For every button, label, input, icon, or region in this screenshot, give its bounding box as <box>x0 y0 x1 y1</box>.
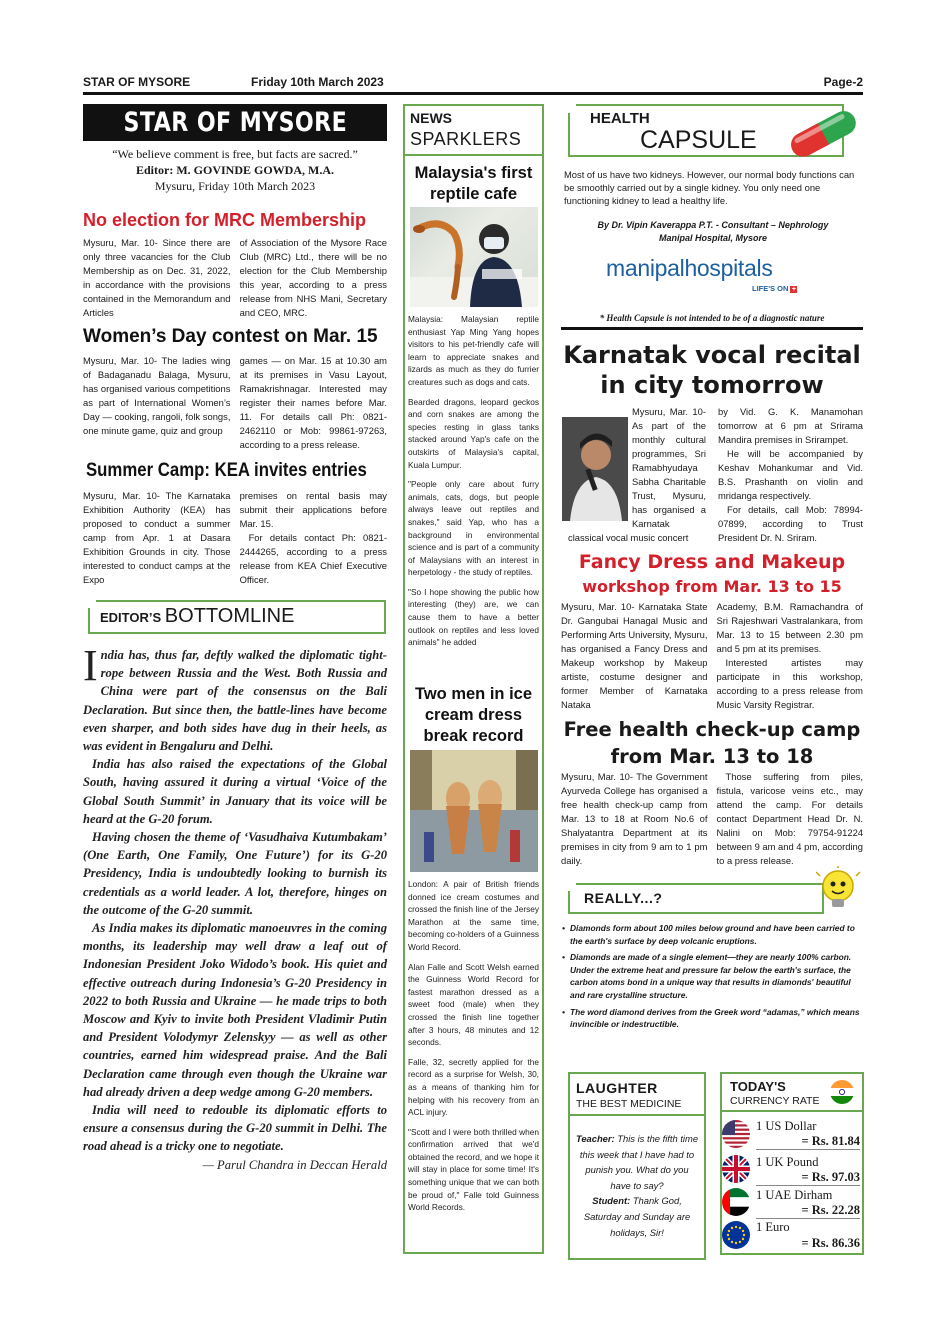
womens-day-col1: Mysuru, Mar. 10- The ladies wing of Badaganadu Balaga, Mysuru, has organised various competitions as part of International Women’s Day — cooking, rangoli, folk songs, one minute game, quiz and group <box>83 355 231 436</box>
icecream-text <box>408 878 539 1214</box>
summer-camp-article <box>83 489 387 587</box>
really-item: • Diamonds are made of a single element—they are nearly 100% carbon. Under the extreme heat and pressure far below the earth's surface, the carbon atoms bond in a unique way that results in diamonds' beautiful and rare crystalline structure. <box>562 952 852 1000</box>
fancy-headline-2: workshop from Mar. 13 to 15 <box>582 577 842 596</box>
currency-header <box>720 1072 864 1112</box>
joke-student <box>574 1193 700 1240</box>
checkup-col2: Those suffering from piles, fistula, varicose veins etc., may attend the camp. For details contact Department Head Dr. N. Nalini on Mob: 79754-91224 between 9 am and 4 pm, according to a press release. <box>716 771 863 866</box>
joke <box>574 1131 700 1240</box>
health-body: Most of us have two kidneys. However, our normal body functions can be smoothly carried out by a single kidney. You only need one functioning kidney to lead a healthy life. <box>564 169 855 206</box>
icecream-headline: Two men in ice cream dress break record <box>414 685 533 745</box>
currency-label-b: CURRENCY RATE <box>730 1095 820 1107</box>
editorial-body <box>83 641 387 1174</box>
icecream-p3: Falle, 32, secretly applied for the record as a surprise for Welsh, 30, as a means of thanking him for helping with his recovery from an ACL injury. <box>408 1056 539 1118</box>
editorial-label <box>100 605 294 628</box>
manipal-logo-text: manipalhospitals <box>606 255 773 281</box>
page-number: Page-2 <box>823 75 863 89</box>
vocal-col2a-text: by Vid. G. K. Manamohan tomorrow at 6 pm at Srirama Mandira premises in Srirampet. <box>718 406 863 445</box>
editorial-p2: India has also raised the expectations of the Global South, having assured it during a virtual ‘Voice of the Global South Summit’ in January that its voice will be heard at the G-20 forum. <box>83 757 387 826</box>
really-label: REALLY...? <box>584 890 663 906</box>
usd-value: = Rs. 81.84 <box>756 1134 860 1150</box>
gbp-unit: 1 UK Pound <box>756 1155 819 1169</box>
really-list <box>562 922 864 1031</box>
vocal-col2a <box>718 405 863 447</box>
uk-flag-icon <box>722 1155 750 1183</box>
reptile-p3: "People only care about furry animals, cats, dogs, but people always leave out reptiles and snakes," said Yap, who has a background in environmental science and is part of a community of Malaysians with an interest in herpetology - the study of reptiles. <box>408 479 539 578</box>
laughter-label-a: LAUGHTER <box>576 1080 658 1096</box>
editorial-p1: ndia has, thus far, deftly walked the diplomatic tight-rope between Russia and the West. Both Russia and China were part of the consensus on the Bali Declaration. But since then, the battle-lines have become even sharper, and both sides have dug in their heels, as was evident in Bengaluru and Delhi. <box>83 648 387 754</box>
plus-icon: + <box>791 286 797 293</box>
reptile-cafe-illustration <box>410 207 538 307</box>
student-label: Student: <box>592 1195 631 1207</box>
checkup-article <box>561 770 863 868</box>
sparklers-header <box>403 104 544 156</box>
teacher-label: Teacher: <box>575 1133 615 1144</box>
fancy-col1: Mysuru, Mar. 10- Karnataka State Dr. Gangubai Hanagal Music and Performing Arts University, Mysuru, has organised a Fancy Dress and Makeup workshop by Makeup artiste, costume designer and former Member of Karnataka Nataka <box>561 601 708 710</box>
summer-camp-headline: Summer Camp: KEA invites entries <box>86 459 367 481</box>
health-article <box>564 168 862 245</box>
really-item: • Diamonds form about 100 miles below ground and have been carried to the earth's surface by deep volcanic eruptions. <box>562 923 855 946</box>
motto: “We believe comment is free, but facts are sacred.” <box>112 147 358 161</box>
womens-day-col2: games — on Mar. 15 at 10.30 am at its premises in Vasu Layout, Ramakrishnagar. Interested may register their names before Mar. 11. For details call Ph: 0821-2462110 or Mob: 99861-97263, according to a press release. <box>239 355 387 450</box>
masthead-title: STAR OF MYSORE <box>123 107 347 138</box>
laughter-label-b: THE BEST MEDICINE <box>576 1098 682 1110</box>
health-corner <box>562 99 576 113</box>
icecream-p4: "Scott and I were both thrilled when confirmation arrived that we'd obtained the record, and we hope it will stay in place for some time! It's something unique that we can both be proud of," Falle told Guinness World Records. <box>408 1126 539 1213</box>
vocal-headline <box>561 340 863 400</box>
checkup-headline <box>561 716 863 770</box>
fancy-col2a: Academy, B.M. Ramachandra of Sri Rajeshwari Vastralankara, from Mar. 13 to 15 between 2.30 pm and 5 pm at its premises. <box>716 601 863 654</box>
health-disclaimer: * Health Capsule is not intended to be of a diagnostic nature <box>599 313 825 323</box>
health-label-b: CAPSULE <box>640 126 757 154</box>
fancy-headline <box>561 550 863 600</box>
really-item-1: Diamonds form about 100 miles below ground and have been carried to the earth's surface by deep volcanic eruptions. <box>570 923 855 946</box>
summer-camp-col2b: For details contact Ph: 0821-2444265, according to a press release from KEA Chief Executive Officer. <box>239 532 387 585</box>
really-corner <box>562 877 576 891</box>
mrc-col1: Mysuru, Mar. 10- Since there are only three vacancies for the Club Membership as on Dec. 31, 2022, in accordance with the provisions contained in the Memorandum and Articles <box>83 237 231 318</box>
vocal-col2 <box>718 405 863 545</box>
capsule-icon <box>782 106 864 160</box>
reptile-text <box>408 313 539 649</box>
mrc-article <box>83 236 387 320</box>
checkup-headline-1: Free health check-up camp <box>563 718 861 741</box>
sparklers-label-b: SPARKLERS <box>410 129 522 149</box>
checkup-headline-2: from Mar. 13 to 18 <box>610 745 814 768</box>
mrc-headline: No election for MRC Membership <box>83 210 367 230</box>
gbp-value: = Rs. 97.03 <box>756 1170 860 1186</box>
vocal-col1-body: Mysuru, Mar. 10- As part of the monthly cultural programmes, Sri Ramabhyudaya Sabha Charitable Trust, Mysuru, has organised a Karnatak classical vocal music concert <box>568 406 706 543</box>
really-item: • The word diamond derives from the Greek word “adamas,” which means invincible or indestructible. <box>562 1006 860 1030</box>
fancy-article <box>561 600 863 712</box>
india-flag-icon <box>830 1080 854 1104</box>
fancy-col2b: Interested artistes may participate in this workshop, according to a press release from Music Varsity Registrar. <box>716 657 863 710</box>
editorial-credit: — Parul Chandra in Deccan Herald <box>202 1157 387 1172</box>
sparkler-story-2 <box>408 684 539 747</box>
health-byline-1: By Dr. Vipin Kaverappa P.T. - Consultant – Nephrology <box>597 220 829 230</box>
masthead-info <box>83 146 387 194</box>
marathon-illustration <box>410 750 538 872</box>
really-item-3: The word diamond derives from the Greek word “adamas,” which means invincible or indestructible. <box>570 1006 860 1030</box>
vocal-col2c: For details, call Mob: 78994-07899, according to Trust President Dr. N. Sriram. <box>718 504 863 543</box>
us-flag-icon <box>722 1120 750 1148</box>
aed-value: = Rs. 22.28 <box>756 1203 860 1219</box>
laughter-header <box>568 1072 706 1116</box>
photo-spacer <box>568 405 632 521</box>
reptile-headline: Malaysia's first reptile cafe <box>414 164 533 203</box>
teacher-text: This is the fifth time this week that I have had to punish you. What do you have to say? <box>579 1133 699 1191</box>
editor-credit: Editor: M. GOVINDE GOWDA, M.A. <box>136 163 334 177</box>
reptile-photo <box>410 207 538 307</box>
student-text: Thank God, Saturday and Sunday are holidays, Sir! <box>583 1195 691 1238</box>
manipal-logo-tag <box>752 284 797 293</box>
dropcap: I <box>83 641 98 690</box>
manipal-tag-text: LIFE'S ON <box>752 284 789 293</box>
vocal-col1-text <box>568 405 706 545</box>
fancy-headline-1: Fancy Dress and Makeup <box>578 551 846 573</box>
eur-unit: 1 Euro <box>756 1220 790 1234</box>
editorial-p4: As India makes its diplomatic manoeuvres in the coming months, its leadership may well draw a leaf out of Indonesian President Joko Widodo’s book. His quiet and effective outreach during Indonesia’s G-20 Presidency in 2022 to both Russia and Ukraine — he made trips to both Moscow and Kyiv to invite both President Vladimir Putin and President Volodymyr Zelenskyy — as well as other countries, earned him widespread praise. And the Bali Declaration came through even though the Ukraine war had already driven a deep wedge among G-20 members. <box>83 921 387 1099</box>
womens-day-headline: Women’s Day contest on Mar. 15 <box>83 326 378 347</box>
sparklers-label-a: NEWS <box>410 110 452 126</box>
lightbulb-icon <box>816 866 862 916</box>
sparkler-story-1 <box>408 163 539 205</box>
really-item-2: Diamonds are made of a single element—they are nearly 100% carbon. Under the extreme heat and pressure far below the earth's surface, the carbon atoms bond in a unique way that results in diamonds' beautiful and rare crystalline structure. <box>570 952 852 1000</box>
mrc-col2: of Association of the Mysore Race Club (MRC) Ltd., there will be no election for the Club Membership this year, according to a press release from NHS Mani, Secretary and CEO, MRC. <box>239 237 387 318</box>
reptile-p1: Malaysia: Malaysian reptile enthusiast Yap Ming Yang hopes visitors to his pet-friendly cafe will learn to appreciate snakes and lizards as much as they do furrier creatures such as dogs and cats. <box>408 314 539 387</box>
health-byline-2: Manipal Hospital, Mysore <box>658 233 768 243</box>
aed-unit: 1 UAE Dirham <box>756 1188 833 1202</box>
header-rule <box>83 92 863 95</box>
reptile-p2: Bearded dragons, leopard geckos and corn snakes are among the species resting in glass tanks stacked around Yap's cafe on the outskirts of Malaysia's capital, Kuala Lumpur. <box>408 396 539 470</box>
uae-flag-icon <box>722 1188 750 1216</box>
currency-label-a: TODAY'S <box>730 1079 786 1094</box>
vocal-headline-2: in city tomorrow <box>600 371 824 399</box>
summer-camp-col1: Mysuru, Mar. 10- The Karnataka Exhibition Authority (KEA) has proposed to conduct a summer camp from Apr. 1 at Dasara Exhibition Grounds in city. Those interested to conduct camps at the Expo <box>83 490 231 585</box>
vocal-col2b: He will be accompanied by Keshav Mohankumar and Vid. B.S. Prashanth on violin and mridanga respectively. <box>718 448 863 501</box>
reptile-p4: "So I hope showing the public how interesting (they) are, we can cause them to have a better outlook on reptiles and less loved animals" he added <box>408 586 539 648</box>
vocal-headline-1: Karnatak vocal recital <box>563 341 861 369</box>
masthead <box>83 104 387 141</box>
checkup-col1: Mysuru, Mar. 10- The Government Ayurveda College has organised a free health check-up camp from Mar. 13 to 18 at Room No.6 of Shalyatantra Department at its premises in city from 9 am to 1 pm daily. <box>561 771 708 866</box>
editorial-label-b: BOTTOMLINE <box>164 605 295 627</box>
page-header <box>83 75 863 93</box>
health-rule <box>561 327 863 330</box>
eu-flag-icon <box>722 1221 750 1249</box>
issue-date: Friday 10th March 2023 <box>251 75 384 89</box>
health-label-a: HEALTH <box>590 110 650 127</box>
icecream-p2: Alan Falle and Scott Welsh earned the Guinness World Record for fastest marathon dressed as a sweet food (male) when they crossed the finish line together after 3 hours, 48 minutes and 12 seconds. <box>408 961 539 1048</box>
masthead-dateline: Mysuru, Friday 10th March 2023 <box>154 179 316 193</box>
editorial-corner <box>82 594 96 608</box>
icecream-p1: London: A pair of British friends donned ice cream costumes and crossed the finish line of the Jersey Marathon at the same time, becoming co-holders of a Guinness World Record. <box>408 879 539 952</box>
womens-day-article <box>83 354 387 452</box>
paper-name: STAR OF MYSORE <box>83 75 191 89</box>
editorial-label-a: EDITOR’S <box>100 610 162 625</box>
joke-teacher <box>574 1131 700 1193</box>
eur-value: = Rs. 86.36 <box>801 1236 860 1250</box>
icecream-photo <box>410 750 538 872</box>
summer-camp-col2a: premises on rental basis may submit their applications before Mar. 15. <box>239 490 387 529</box>
editorial-p5: India will need to redouble its diplomatic efforts to ensure a consensus during the G-20 summit in Delhi. The road ahead is a tricky one to negotiate. <box>83 1103 387 1154</box>
editorial-p3: Having chosen the theme of ‘Vasudhaiva Kutumbakam’ (One Earth, One Family, One Future’) for its G-20 Presidency, India is undoubtedly looking to burnish its credentials as a world leader. A lot, therefore, hinges on the outcome of the G-20 summit. <box>83 830 387 917</box>
usd-unit: 1 US Dollar <box>756 1119 817 1133</box>
